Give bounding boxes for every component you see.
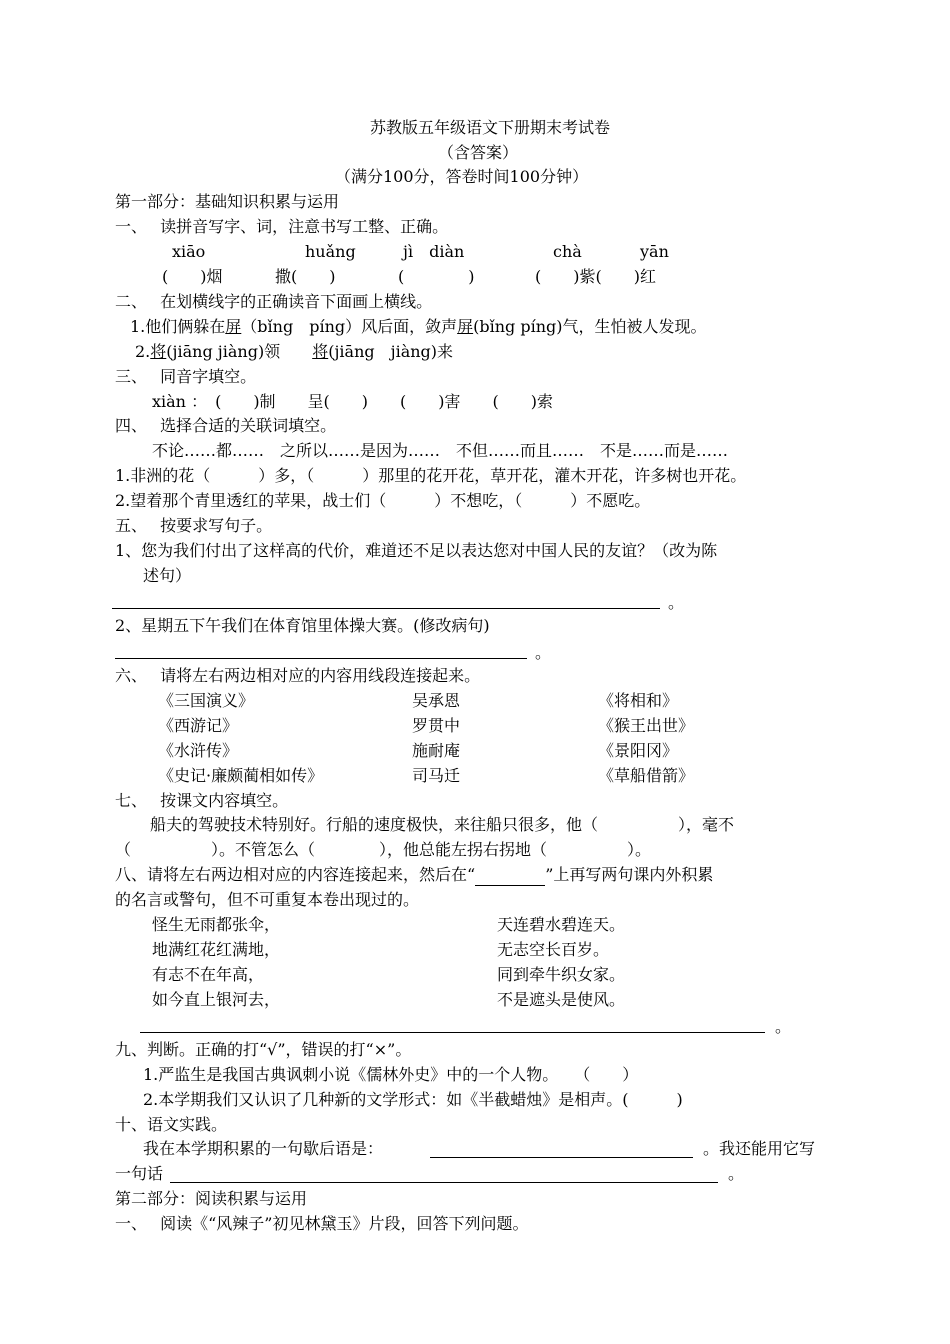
- s9-q1: 1.严监生是我国古典讽刺小说《儒林外史》中的一个人物。 （ ）: [143, 1065, 639, 1084]
- s9-title: 九、判断。正确的打“√”，错误的打“×”。: [115, 1040, 412, 1059]
- proverb-left: 怪生无雨都张伞，: [152, 915, 281, 934]
- pinyin-huang: huǎng: [305, 242, 356, 261]
- s3-line: xiàn ： ( )制 呈( ) ( )害 ( )索: [152, 392, 554, 411]
- s2-title: 二、 在划横线字的正确读音下面画上横线。: [115, 292, 433, 311]
- s2-line2: 2.将(jiāng jiàng)领 将(jiāng jiàng)来: [135, 342, 454, 361]
- s7-title: 七、 按课文内容填空。: [115, 791, 289, 810]
- part2-s1-title: 一、 阅读《“风辣子”初见林黛玉》片段，回答下列问题。: [115, 1214, 529, 1233]
- period: 。: [775, 1017, 792, 1036]
- s4-title: 四、 选择合适的关联词填空。: [115, 416, 337, 435]
- part1-title: 第一部分：基础知识积累与运用: [115, 192, 340, 211]
- s1-item: ( )烟: [162, 267, 223, 286]
- period: 。: [728, 1164, 745, 1183]
- pinyin-xiao: xiāo: [172, 242, 206, 261]
- s10-title: 十、语文实践。: [115, 1115, 228, 1134]
- proverb-right: 不是遮头是使风。: [497, 990, 626, 1009]
- pinyin-cha: chà: [553, 242, 582, 261]
- period: 。: [668, 593, 685, 612]
- s5-q1-cont: 述句）: [143, 566, 192, 585]
- story-title: 《将相和》: [598, 691, 679, 710]
- s10-line1-label: 我在本学期积累的一句歇后语是：: [143, 1139, 384, 1158]
- proverb-left: 地满红花红满地，: [152, 940, 281, 959]
- answer-line[interactable]: [430, 1157, 693, 1158]
- s7-line2: （ ）。不管怎么（ ），他总能左拐右拐地（ ）。: [115, 840, 652, 859]
- answer-line[interactable]: [112, 608, 660, 609]
- pinyin-jidian: jì diàn: [403, 242, 465, 261]
- proverb-right: 天连碧水碧连天。: [497, 915, 626, 934]
- answer-line[interactable]: [115, 658, 527, 659]
- proverb-right: 同到牵牛织女家。: [497, 965, 626, 984]
- part2-title: 第二部分：阅读积累与运用: [115, 1189, 308, 1208]
- proverb-left: 有志不在年高，: [152, 965, 265, 984]
- s8-line2: 的名言或警句，但不可重复本卷出现过的。: [115, 890, 420, 909]
- author-name: 罗贯中: [412, 716, 461, 735]
- s10-line1-tail: 。我还能用它写: [703, 1139, 816, 1158]
- s9-q2: 2.本学期我们又认识了几种新的文学形式：如《半截蜡烛》是相声。( ): [143, 1090, 683, 1109]
- period: 。: [535, 643, 552, 662]
- page-title: 苏教版五年级语文下册期末考试卷: [370, 118, 611, 137]
- s5-q2: 2、星期五下午我们在体育馆里体操大赛。(修改病句): [115, 616, 490, 635]
- s2-line1: 1.他们俩躲在屏（bǐng píng）风后面，敛声屏(bǐng píng)气，生怕被人发现。: [130, 317, 707, 336]
- s5-q1: 1、您为我们付出了这样高的代价，难道还不足以表达您对中国人民的友谊？（改为陈: [115, 541, 718, 560]
- author-name: 司马迁: [412, 766, 461, 785]
- s5-title: 五、 按要求写句子。: [115, 516, 273, 535]
- s1-item: ( ): [398, 267, 475, 286]
- answer-line[interactable]: [140, 1032, 765, 1033]
- answer-line[interactable]: [170, 1182, 718, 1183]
- s4-q1: 1.非洲的花（ ）多，（ ）那里的花开花，草开花，灌木开花，许多树也开花。: [115, 466, 747, 485]
- s3-title: 三、 同音字填空。: [115, 367, 257, 386]
- proverb-right: 无志空长百岁。: [497, 940, 610, 959]
- story-title: 《草船借箭》: [598, 766, 695, 785]
- s4-q2: 2.望着那个青里透红的苹果，战士们（ ）不想吃，（ ）不愿吃。: [115, 491, 651, 510]
- pinyin-yan: yān: [640, 242, 669, 261]
- s1-item: 撒( ): [275, 267, 336, 286]
- book-title: 《水浒传》: [158, 741, 239, 760]
- s10-line2-label: 一句话: [115, 1164, 164, 1183]
- book-title: 《史记·廉颇蔺相如传》: [158, 766, 324, 785]
- author-name: 施耐庵: [412, 741, 461, 760]
- story-title: 《猴王出世》: [598, 716, 695, 735]
- s8-line1: 八、请将左右两边相对应的内容连接起来，然后在“ ”上再写两句课内外积累: [115, 865, 714, 884]
- proverb-left: 如今直上银河去，: [152, 990, 281, 1009]
- s1-item: ( )紫( )红: [535, 267, 656, 286]
- s6-title: 六、 请将左右两边相对应的内容用线段连接起来。: [115, 666, 481, 685]
- exam-info: （满分100分，答卷时间100分钟）: [335, 167, 589, 186]
- s7-line1: 船夫的驾驶技术特别好。行船的速度极快，来往船只很多，他（ ），毫不: [150, 815, 735, 834]
- story-title: 《景阳冈》: [598, 741, 679, 760]
- author-name: 吴承恩: [412, 691, 461, 710]
- page-subtitle: （含答案）: [438, 143, 519, 162]
- book-title: 《西游记》: [158, 716, 239, 735]
- s1-title: 一、 读拼音写字、词，注意书写工整、正确。: [115, 217, 449, 236]
- book-title: 《三国演义》: [158, 691, 255, 710]
- s4-word-choices: 不论……都…… 之所以……是因为…… 不但……而且…… 不是……而是……: [152, 441, 729, 460]
